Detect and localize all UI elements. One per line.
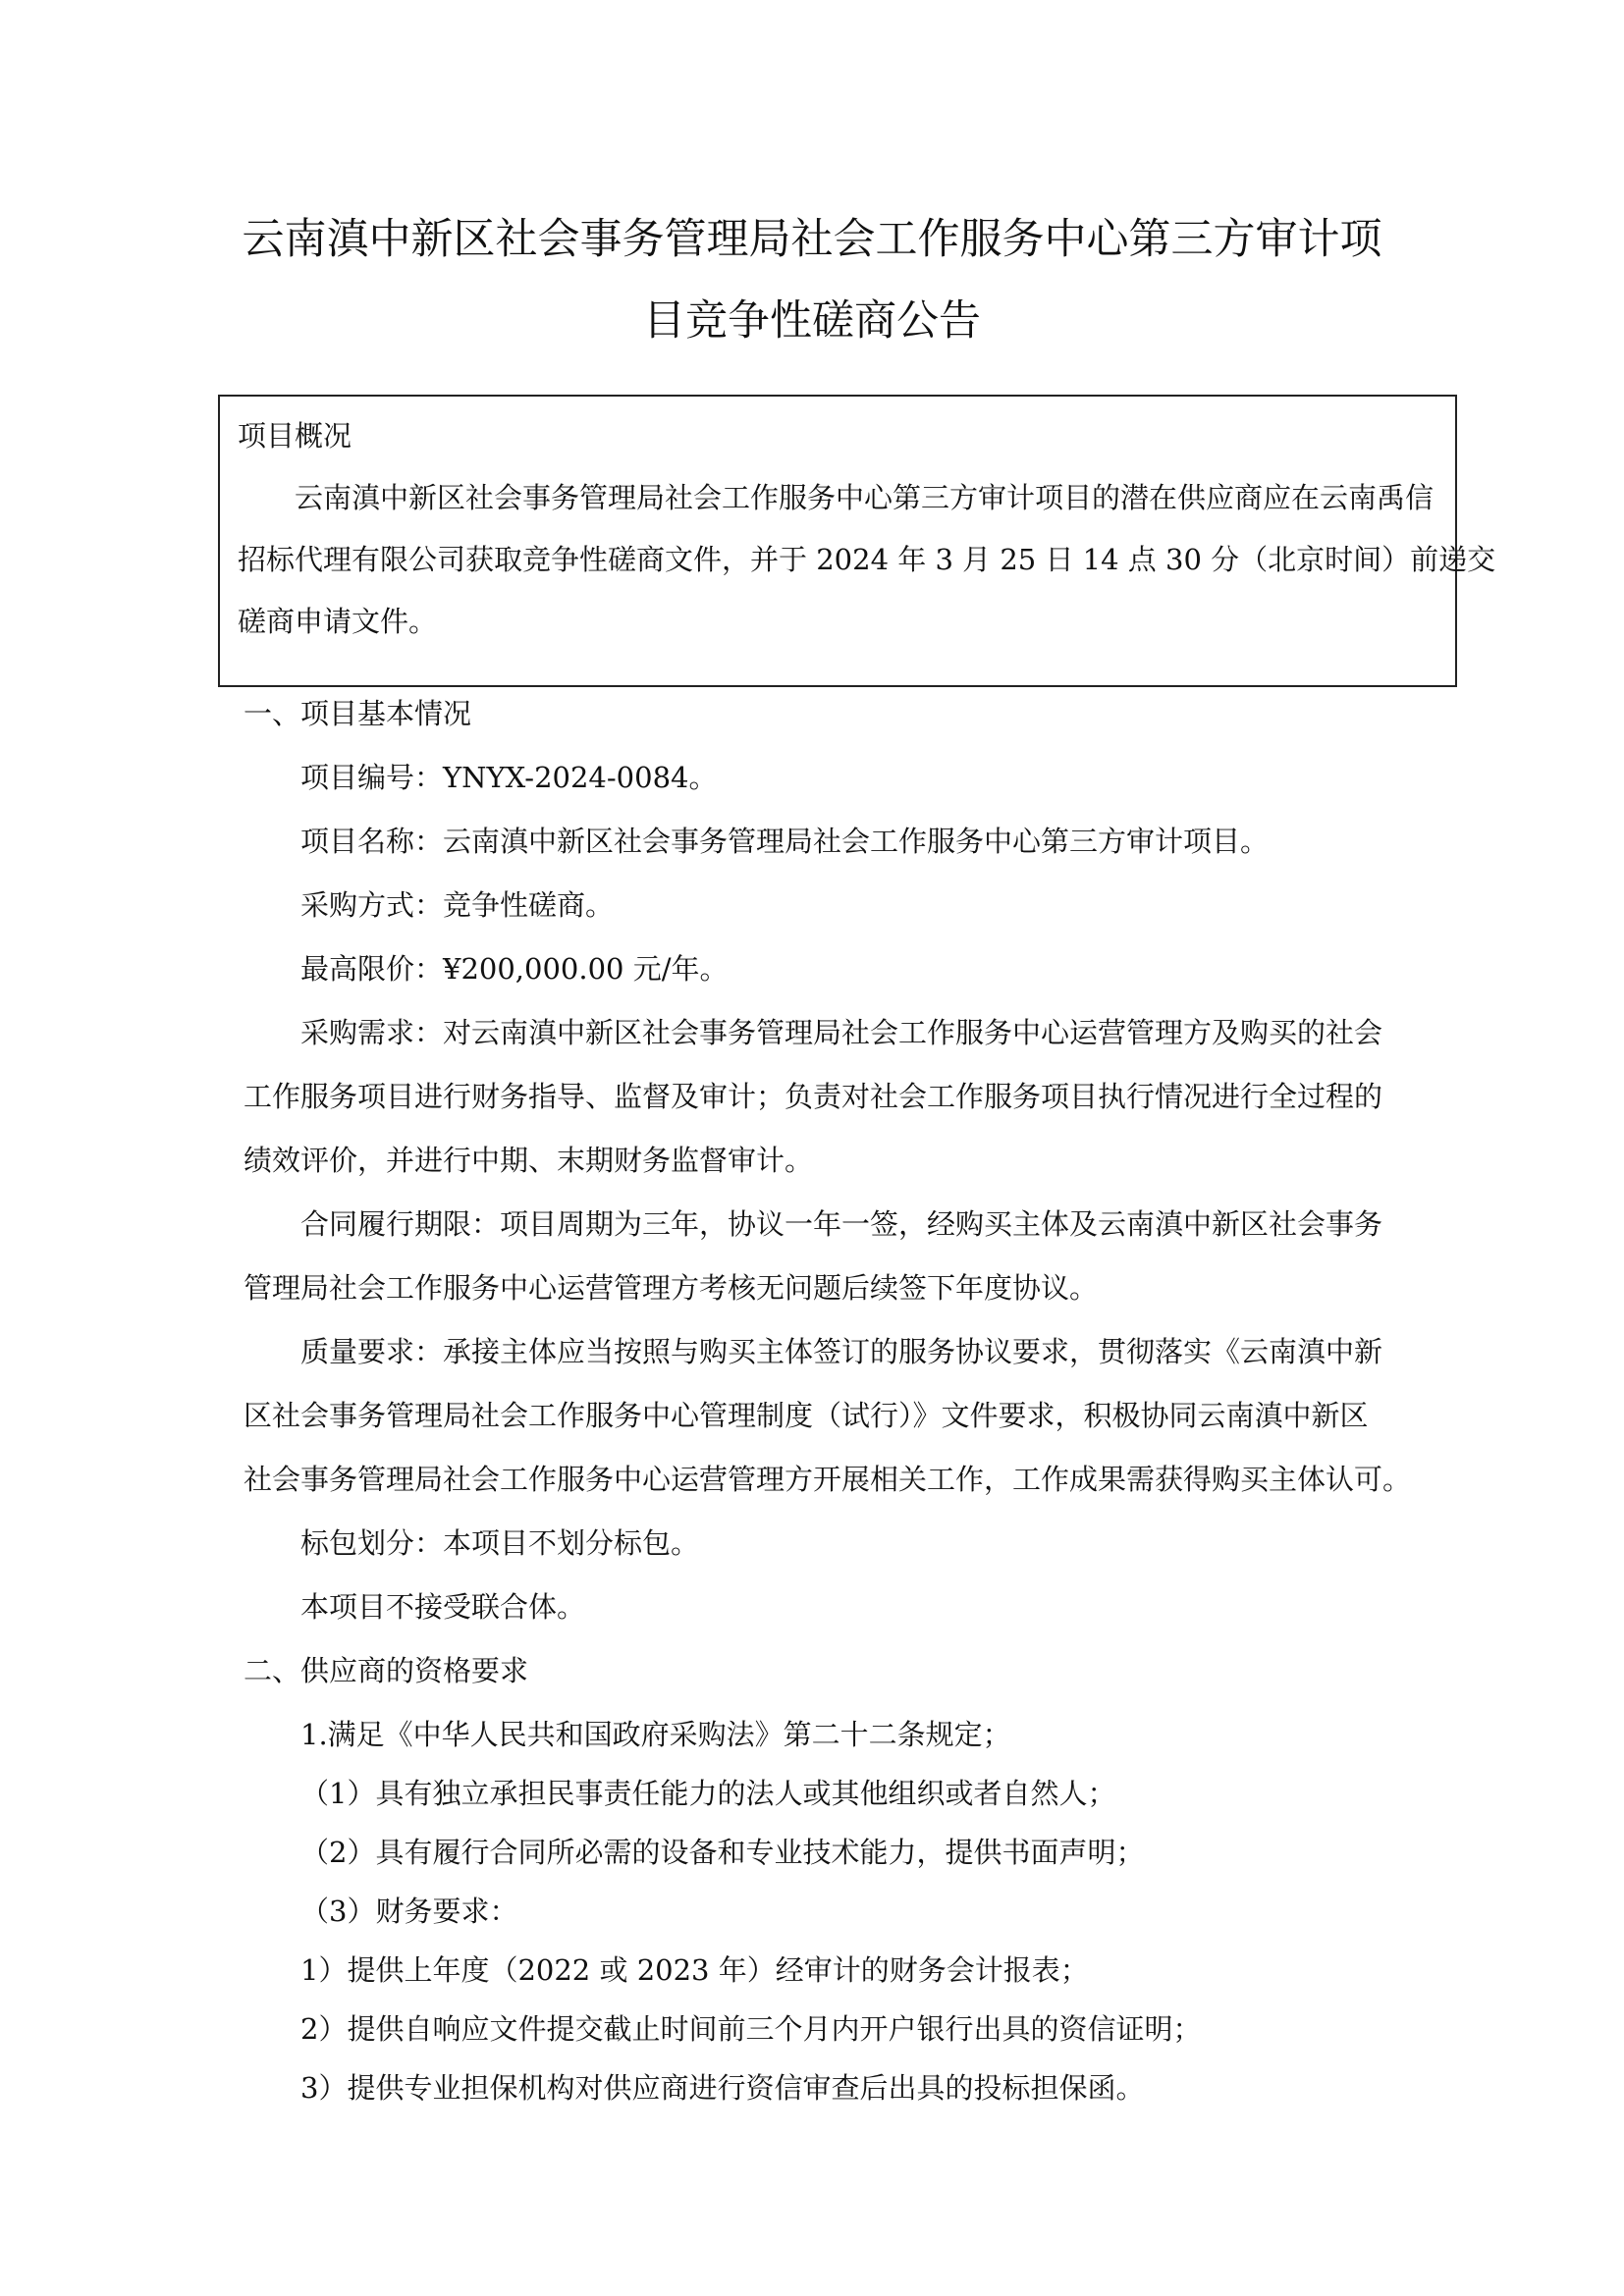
- document-title-line-2: 目竞争性磋商公告: [643, 296, 981, 346]
- qualification-item: 3）提供专业担保机构对供应商进行资信审查后出具的投标担保函。: [300, 2071, 1145, 2105]
- contract-period-line-1: 合同履行期限：项目周期为三年，协议一年一签，经购买主体及云南滇中新区社会事务: [300, 1207, 1383, 1241]
- procurement-demand-line-2: 工作服务项目进行财务指导、监督及审计；负责对社会工作服务项目执行情况进行全过程的: [244, 1080, 1383, 1113]
- procurement-demand-line-3: 绩效评价，并进行中期、末期财务监督审计。: [244, 1144, 814, 1177]
- qualification-item: 1.满足《中华人民共和国政府采购法》第二十二条规定；: [300, 1718, 1011, 1751]
- consortium-note: 本项目不接受联合体。: [300, 1590, 586, 1624]
- maximum-price: 最高限价：¥200,000.00 元/年。: [300, 952, 729, 986]
- procurement-demand-line-1: 采购需求：对云南滇中新区社会事务管理局社会工作服务中心运营管理方及购买的社会: [300, 1016, 1383, 1049]
- project-number: 项目编号：YNYX-2024-0084。: [300, 761, 718, 794]
- overview-line-3: 磋商申请文件。: [238, 605, 438, 638]
- qualification-item: 1）提供上年度（2022 或 2023 年）经审计的财务会计报表；: [300, 1953, 1089, 1987]
- document-title-line-1: 云南滇中新区社会事务管理局社会工作服务中心第三方审计项: [242, 215, 1382, 264]
- project-name: 项目名称：云南滇中新区社会事务管理局社会工作服务中心第三方审计项目。: [300, 825, 1270, 858]
- lot-division: 标包划分：本项目不划分标包。: [300, 1526, 700, 1560]
- overview-line-2: 招标代理有限公司获取竞争性磋商文件，并于 2024 年 3 月 25 日 14 点 30 分（北京时间）前递交: [238, 543, 1496, 576]
- section-1-heading: 一、项目基本情况: [244, 697, 472, 730]
- quality-requirement-line-3: 社会事务管理局社会工作服务中心运营管理方开展相关工作，工作成果需获得购买主体认可。: [244, 1463, 1412, 1496]
- qualification-item: （1）具有独立承担民事责任能力的法人或其他组织或者自然人；: [300, 1777, 1116, 1810]
- overview-heading: 项目概况: [238, 419, 352, 453]
- qualification-item: 2）提供自响应文件提交截止时间前三个月内开户银行出具的资信证明；: [300, 2012, 1202, 2046]
- section-2-heading: 二、供应商的资格要求: [244, 1654, 529, 1687]
- procurement-method: 采购方式：竞争性磋商。: [300, 888, 615, 922]
- contract-period-line-2: 管理局社会工作服务中心运营管理方考核无问题后续签下年度协议。: [244, 1271, 1099, 1305]
- quality-requirement-line-2: 区社会事务管理局社会工作服务中心管理制度（试行）》文件要求，积极协同云南滇中新区: [244, 1399, 1369, 1432]
- overview-line-1: 云南滇中新区社会事务管理局社会工作服务中心第三方审计项目的潜在供应商应在云南禹信: [295, 481, 1435, 514]
- qualification-item: （2）具有履行合同所必需的设备和专业技术能力，提供书面声明；: [300, 1836, 1145, 1869]
- quality-requirement-line-1: 质量要求：承接主体应当按照与购买主体签订的服务协议要求，贯彻落实《云南滇中新: [300, 1335, 1383, 1368]
- qualification-item: （3）财务要求：: [300, 1895, 518, 1928]
